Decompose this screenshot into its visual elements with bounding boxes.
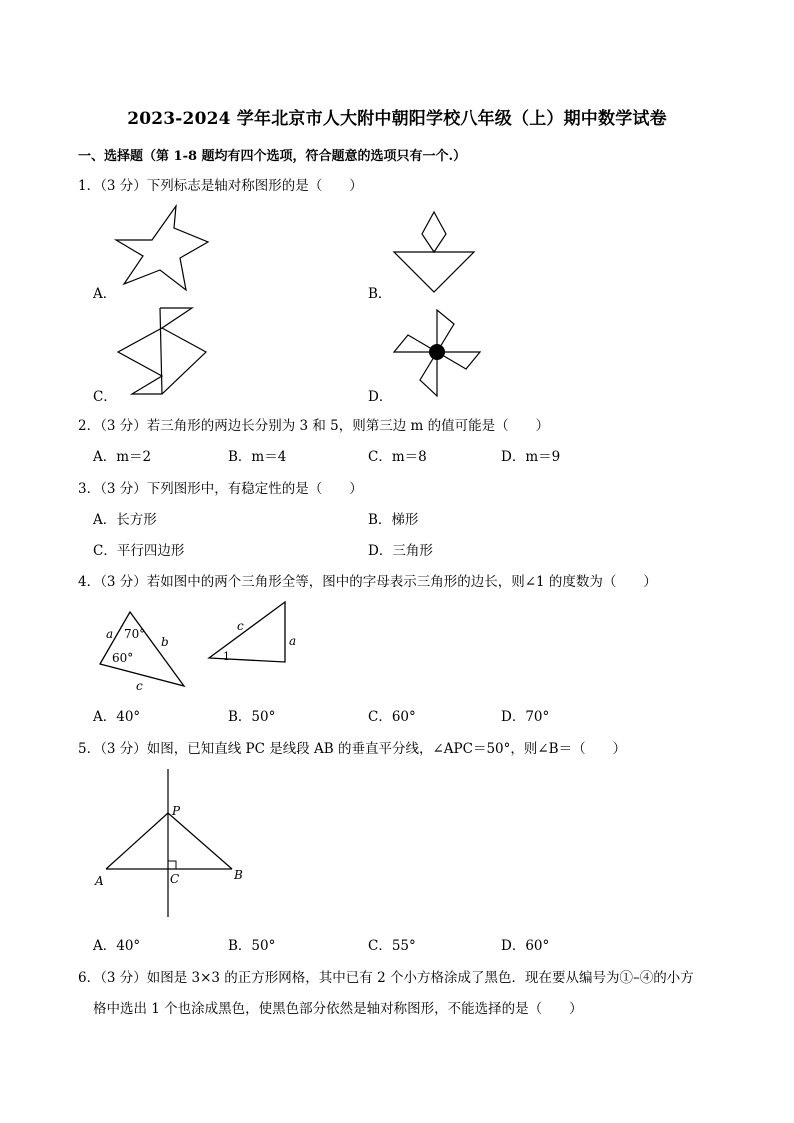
- q2-option-b: B．m＝4: [228, 449, 287, 465]
- section-heading: 一、选择题（第 1-8 题均有四个选项，符合题意的选项只有一个.）: [78, 149, 467, 164]
- q3-option-a: A．长方形: [93, 512, 157, 528]
- q4-angle-60: 60°: [112, 651, 134, 665]
- q1-figure-b-diamond-triangle: [390, 210, 480, 300]
- q5-option-b: B．50°: [228, 938, 276, 954]
- page-title: 2023-2024 学年北京市人大附中朝阳学校八年级（上）期中数学试卷: [127, 109, 667, 129]
- q4-option-b: B．50°: [228, 709, 276, 725]
- question-5-stem: 5．（3 分）如图，已知直线 PC 是线段 AB 的垂直平分线，∠APC＝50°，则∠B＝（ ）: [78, 741, 627, 757]
- q4-option-d: D．70°: [501, 709, 550, 725]
- q1-figure-a-pinwheel-star: [108, 200, 218, 300]
- q3-option-c: C．平行四边形: [93, 543, 185, 559]
- q4-option-a: A．40°: [93, 709, 141, 725]
- question-3-stem: 3．（3 分）下列图形中，有稳定性的是（ ）: [78, 481, 363, 497]
- q1-option-a-label: A．: [93, 286, 117, 302]
- q4-label-b: b: [161, 635, 169, 649]
- q5-label-p: P: [172, 804, 181, 818]
- q4-angle-70: 70°: [124, 627, 146, 641]
- q2-option-a: A．m＝2: [93, 449, 152, 465]
- question-1-stem: 1．（3 分）下列标志是轴对称图形的是（ ）: [78, 178, 363, 194]
- q5-perpendicular-bisector-figure: [92, 765, 252, 925]
- q4-triangle-1: [96, 608, 196, 698]
- q4-label-c-right: c: [237, 619, 244, 633]
- q5-option-d: D．60°: [501, 938, 550, 954]
- q4-label-a-left: a: [106, 627, 114, 641]
- q3-option-d: D．三角形: [368, 543, 433, 559]
- q5-label-a: A: [95, 874, 104, 888]
- q2-option-c: C．m＝8: [368, 449, 427, 465]
- q5-label-b: B: [234, 868, 243, 882]
- q1-figure-c-zigzag: [112, 306, 212, 401]
- q4-label-c-left: c: [136, 679, 143, 693]
- question-2-stem: 2．（3 分）若三角形的两边长分别为 3 和 5，则第三边 m 的值可能是（ ）: [78, 418, 550, 434]
- q3-option-b: B．梯形: [368, 512, 419, 528]
- q5-option-a: A．40°: [93, 938, 141, 954]
- question-6-line-2: 格中选出 1 个也涂成黑色，使黑色部分依然是轴对称图形，不能选择的是（ ）: [93, 1001, 583, 1017]
- question-4-stem: 4．（3 分）若如图中的两个三角形全等，图中的字母表示三角形的边长，则∠1 的度数为（ ）: [78, 574, 657, 590]
- q5-option-c: C．55°: [368, 938, 416, 954]
- question-6-line-1: 6．（3 分）如图是 3×3 的正方形网格，其中已有 2 个小方格涂成了黑色．现在要从编号为①–④的小方: [78, 970, 694, 986]
- q1-option-b-label: B．: [368, 286, 392, 302]
- q4-option-c: C．60°: [368, 709, 416, 725]
- q1-option-d-label: D．: [368, 389, 393, 405]
- q4-angle-1: 1: [223, 650, 230, 663]
- q4-triangle-2: [205, 600, 305, 670]
- q1-figure-d-windmill: [392, 304, 484, 404]
- q4-label-a-right: a: [289, 634, 297, 648]
- q1-option-c-label: C．: [93, 389, 117, 405]
- q5-label-c: C: [170, 872, 180, 886]
- q2-option-d: D．m＝9: [501, 449, 561, 465]
